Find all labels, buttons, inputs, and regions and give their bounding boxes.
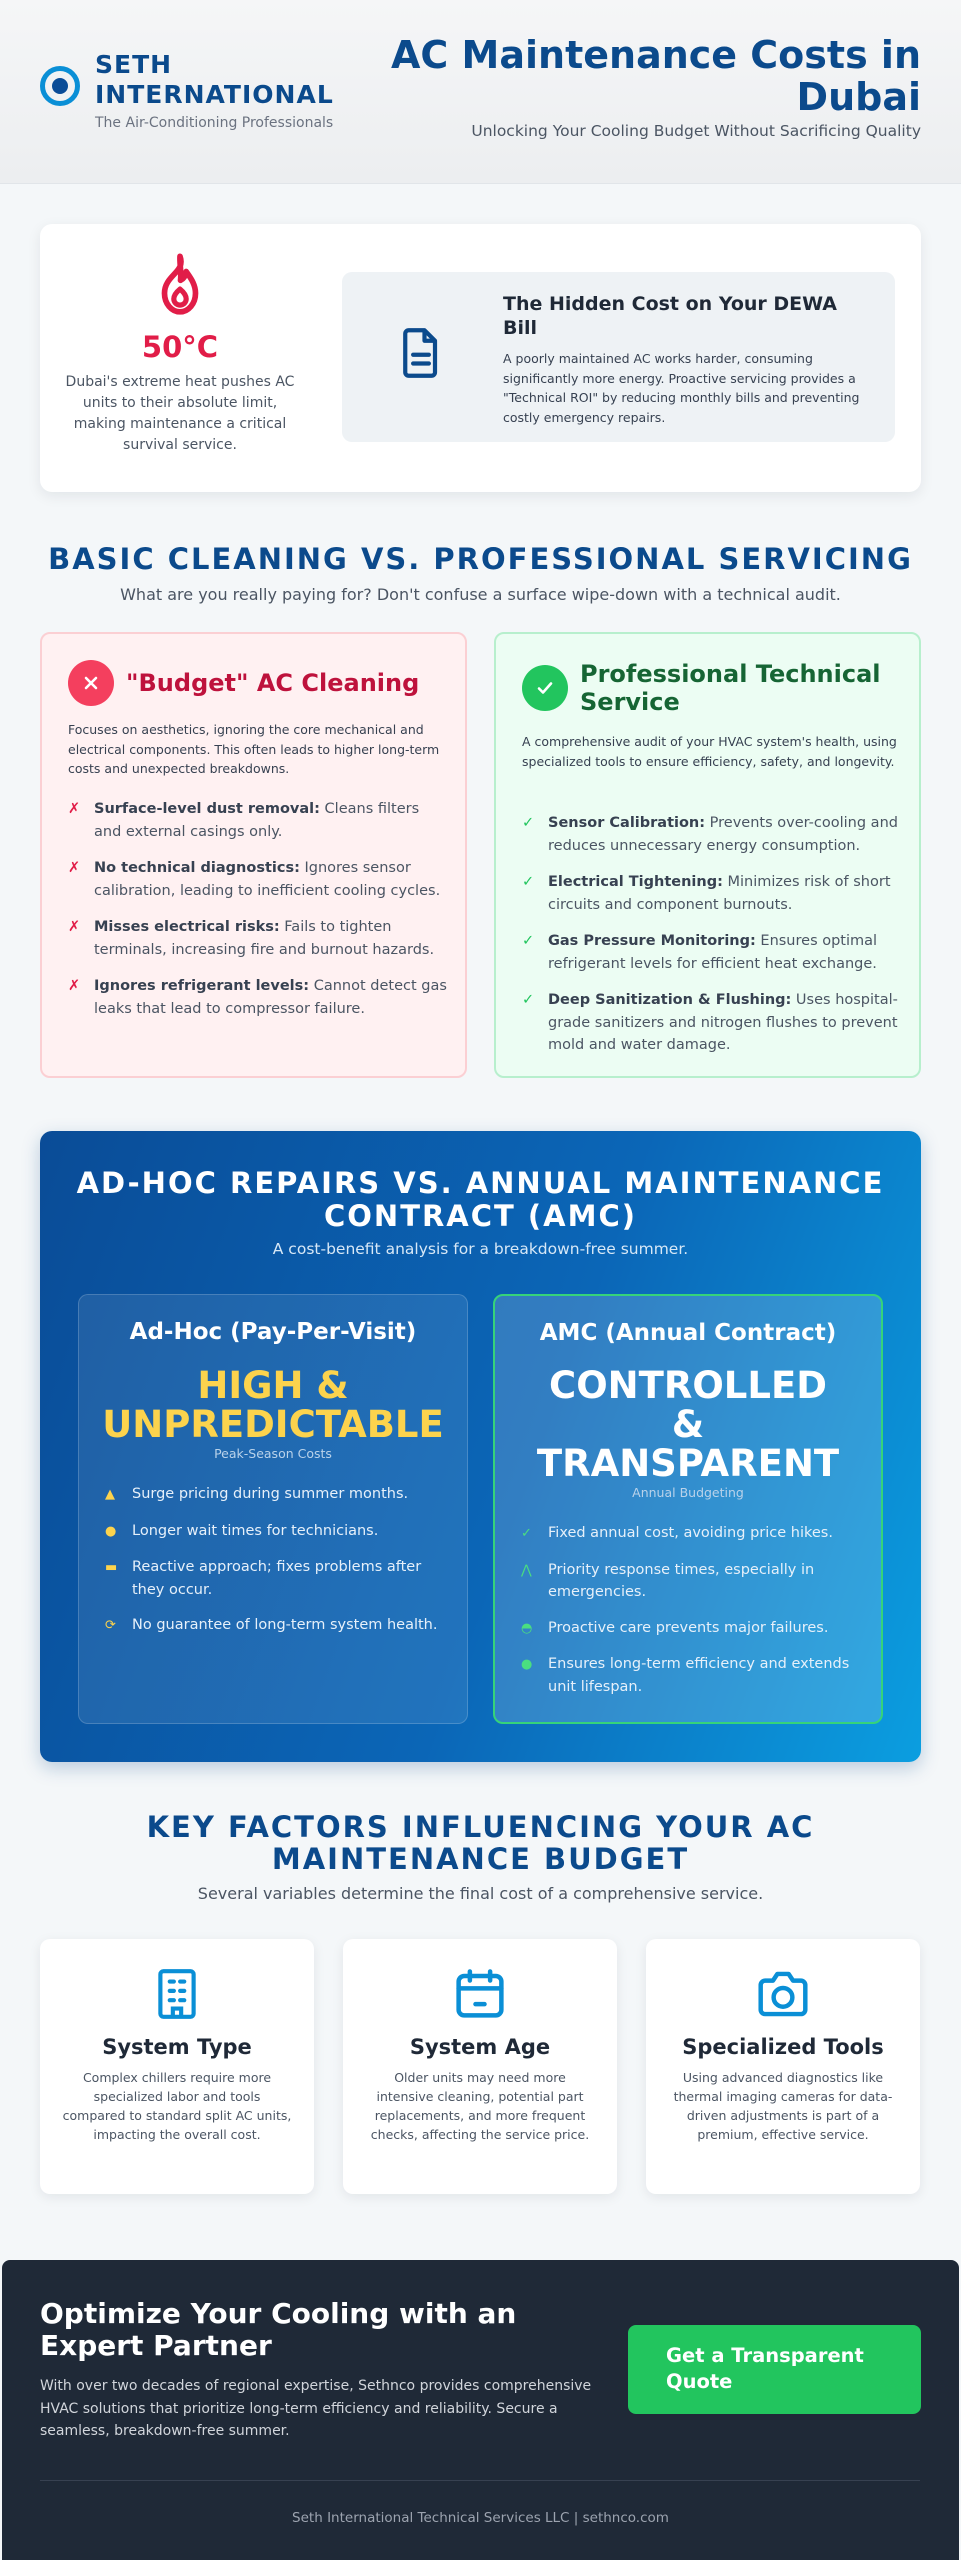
temperature-text: Dubai's extreme heat pushes AC units to their absolute limit, making maintenance a critical survival service. — [65, 374, 295, 453]
factor-title: Specialized Tools — [682, 2035, 884, 2059]
checkmark-icon: ✓ — [522, 933, 535, 949]
factor-text: Using advanced diagnostics like thermal imaging cameras for data-driven adjustments is part of a premium, effective service. — [673, 2070, 893, 2142]
header — [0, 0, 961, 184]
factors-section-title: KEY FACTORS INFLUENCING YOUR AC MAINTENANCE BUDGET — [146, 1810, 815, 1876]
footer — [2, 2260, 959, 2560]
factor-text: Complex chillers require more specialized labor and tools compared to standard split AC units, impacting the overall cost. — [62, 2070, 292, 2142]
list-item: ✓ Sensor Calibration: Prevents over-cooling and reduces unnecessary energy consumption. — [522, 812, 902, 857]
check-circle-icon: ● — [521, 1657, 533, 1672]
card-icon: ▬ — [105, 1560, 118, 1575]
adhoc-plan-headline: HIGH & UNPREDICTABLE — [102, 1364, 444, 1446]
amc-plan-list — [521, 1522, 866, 1711]
list-item: ✓ Fixed annual cost, avoiding price hikes. — [521, 1522, 866, 1546]
adhoc-plan-list — [105, 1483, 450, 1651]
professional-service-title: Professional Technical Service — [580, 660, 881, 716]
footer-copyright: Seth International Technical Services LLC | sethnco.com — [292, 2510, 669, 2526]
brand-name: SETH INTERNATIONAL — [95, 50, 334, 109]
list-item: ✓ Electrical Tightening: Minimizes risk of short circuits and component burnouts. — [522, 871, 902, 916]
check-circle-icon — [522, 665, 568, 711]
hidden-cost-box — [342, 272, 895, 442]
cross-icon: ✗ — [68, 860, 81, 876]
footer-divider — [40, 2480, 920, 2481]
factor-card-specialized-tools — [646, 1939, 920, 2194]
list-item: ▲ Surge pricing during summer months. — [105, 1483, 450, 1507]
cross-icon: ✗ — [68, 978, 81, 994]
budget-cleaning-card — [40, 632, 467, 1078]
list-item: ⋀ Priority response times, especially in emergencies. — [521, 1559, 866, 1604]
list-item: ✓ Gas Pressure Monitoring: Ensures optimal refrigerant levels for efficient heat exchange. — [522, 930, 902, 975]
adhoc-plan-caption: Peak-Season Costs — [214, 1446, 332, 1461]
list-item: ◓ Proactive care prevents major failures. — [521, 1617, 866, 1641]
amc-plan-caption: Annual Budgeting — [632, 1485, 744, 1500]
refresh-icon: ⟳ — [105, 1618, 116, 1633]
amc-plan-headline: CONTROLLED & TRANSPARENT — [536, 1364, 840, 1485]
list-item: ✗ No technical diagnostics: Ignores sensor calibration, leading to inefficient cooling cycles. — [68, 857, 448, 902]
list-item: ✗ Surface-level dust removal: Cleans filters and external casings only. — [68, 798, 448, 843]
get-quote-button[interactable]: Get a Transparent Quote — [628, 2325, 921, 2414]
brand-logo[interactable] — [40, 50, 333, 131]
footer-text: With over two decades of regional expertise, Sethnco provides comprehensive HVAC solutions that prioritize long-term efficiency and reliability. Secure a seamless, breakdown-free summer. — [40, 2378, 592, 2439]
camera-icon — [754, 1967, 812, 2021]
factors-section-subtitle: Several variables determine the final cost of a comprehensive service. — [197, 1884, 764, 1903]
list-item: ✓ Deep Sanitization & Flushing: Uses hospital-grade sanitizers and nitrogen flushes to prevent mold and water damage. — [522, 989, 902, 1057]
professional-service-list — [522, 812, 902, 1071]
x-circle-icon — [68, 660, 114, 706]
list-item: ✗ Ignores refrigerant levels: Cannot detect gas leaks that lead to compressor failure. — [68, 975, 448, 1020]
building-icon — [152, 1967, 202, 2021]
check-icon: ✓ — [521, 1526, 532, 1541]
priority-icon: ⋀ — [521, 1562, 532, 1578]
factor-title: System Type — [102, 2035, 252, 2059]
amc-section-title: AD-HOC REPAIRS VS. ANNUAL MAINTENANCE CONTRACT (AMC) — [76, 1166, 885, 1233]
cross-icon: ✗ — [68, 919, 81, 935]
amc-plan-name: AMC (Annual Contract) — [539, 1320, 837, 1346]
cross-icon: ✗ — [68, 801, 81, 817]
document-icon — [400, 326, 442, 380]
list-item: ✗ Misses electrical risks: Fails to tighten terminals, increasing fire and burnout hazards. — [68, 916, 448, 961]
clock-icon: ● — [105, 1523, 117, 1539]
cleaning-section-subtitle: What are you really paying for? Don't confuse a surface wipe-down with a technical audit. — [120, 585, 841, 604]
flame-icon — [149, 252, 211, 320]
list-item: ● Ensures long-term efficiency and extends unit lifespan. — [521, 1653, 866, 1698]
factor-card-system-age — [343, 1939, 617, 2194]
budget-cleaning-title: "Budget" AC Cleaning — [126, 669, 420, 697]
cleaning-section-title: BASIC CLEANING VS. PROFESSIONAL SERVICING — [48, 542, 913, 576]
brand-tagline: The Air-Conditioning Professionals — [95, 115, 334, 131]
warning-icon: ▲ — [105, 1487, 115, 1502]
logo-ring-icon — [40, 66, 80, 106]
adhoc-plan-name: Ad-Hoc (Pay-Per-Visit) — [129, 1319, 417, 1345]
hidden-cost-text: A poorly maintained AC works harder, consuming significantly more energy. Proactive servicing provides a "Technical ROI" by reducing monthly bills and preventing costly emergency repairs. — [503, 351, 860, 425]
temperature-stat — [60, 252, 300, 456]
factor-title: System Age — [409, 2035, 551, 2059]
adhoc-plan-card — [78, 1294, 468, 1724]
page-subtitle: Unlocking Your Cooling Budget Without Sacrificing Quality — [471, 122, 921, 140]
factor-text: Older units may need more intensive cleaning, potential part replacements, and more frequent checks, affecting the service price. — [370, 2070, 590, 2142]
budget-cleaning-description: Focuses on aesthetics, ignoring the core mechanical and electrical components. This often leads to higher long-term costs and unexpected breakdowns. — [68, 722, 440, 776]
checkmark-icon: ✓ — [522, 874, 535, 890]
list-item: ⟳ No guarantee of long-term system health. — [105, 1614, 450, 1638]
checkmark-icon: ✓ — [522, 815, 535, 831]
hidden-cost-title: The Hidden Cost on Your DEWA Bill — [503, 293, 837, 339]
budget-cleaning-list — [68, 798, 448, 1034]
shield-icon: ◓ — [521, 1620, 533, 1636]
page-title: AC Maintenance Costs in Dubai — [391, 33, 921, 119]
factor-card-system-type — [40, 1939, 314, 2194]
footer-title: Optimize Your Cooling with an Expert Partner — [40, 2297, 517, 2362]
temperature-value: 50°C — [141, 330, 219, 364]
amc-section-subtitle: A cost-benefit analysis for a breakdown-free summer. — [272, 1240, 689, 1258]
amc-plan-card — [493, 1294, 883, 1724]
checkmark-icon: ✓ — [522, 992, 535, 1008]
professional-service-description: A comprehensive audit of your HVAC system's health, using specialized tools to ensure efficiency, safety, and longevity. — [522, 734, 897, 769]
intro-card — [40, 224, 921, 492]
professional-service-card — [494, 632, 921, 1078]
calendar-icon — [453, 1967, 507, 2021]
amc-section — [40, 1131, 921, 1762]
list-item: ▬ Reactive approach; fixes problems after they occur. — [105, 1556, 450, 1601]
list-item: ● Longer wait times for technicians. — [105, 1520, 450, 1544]
